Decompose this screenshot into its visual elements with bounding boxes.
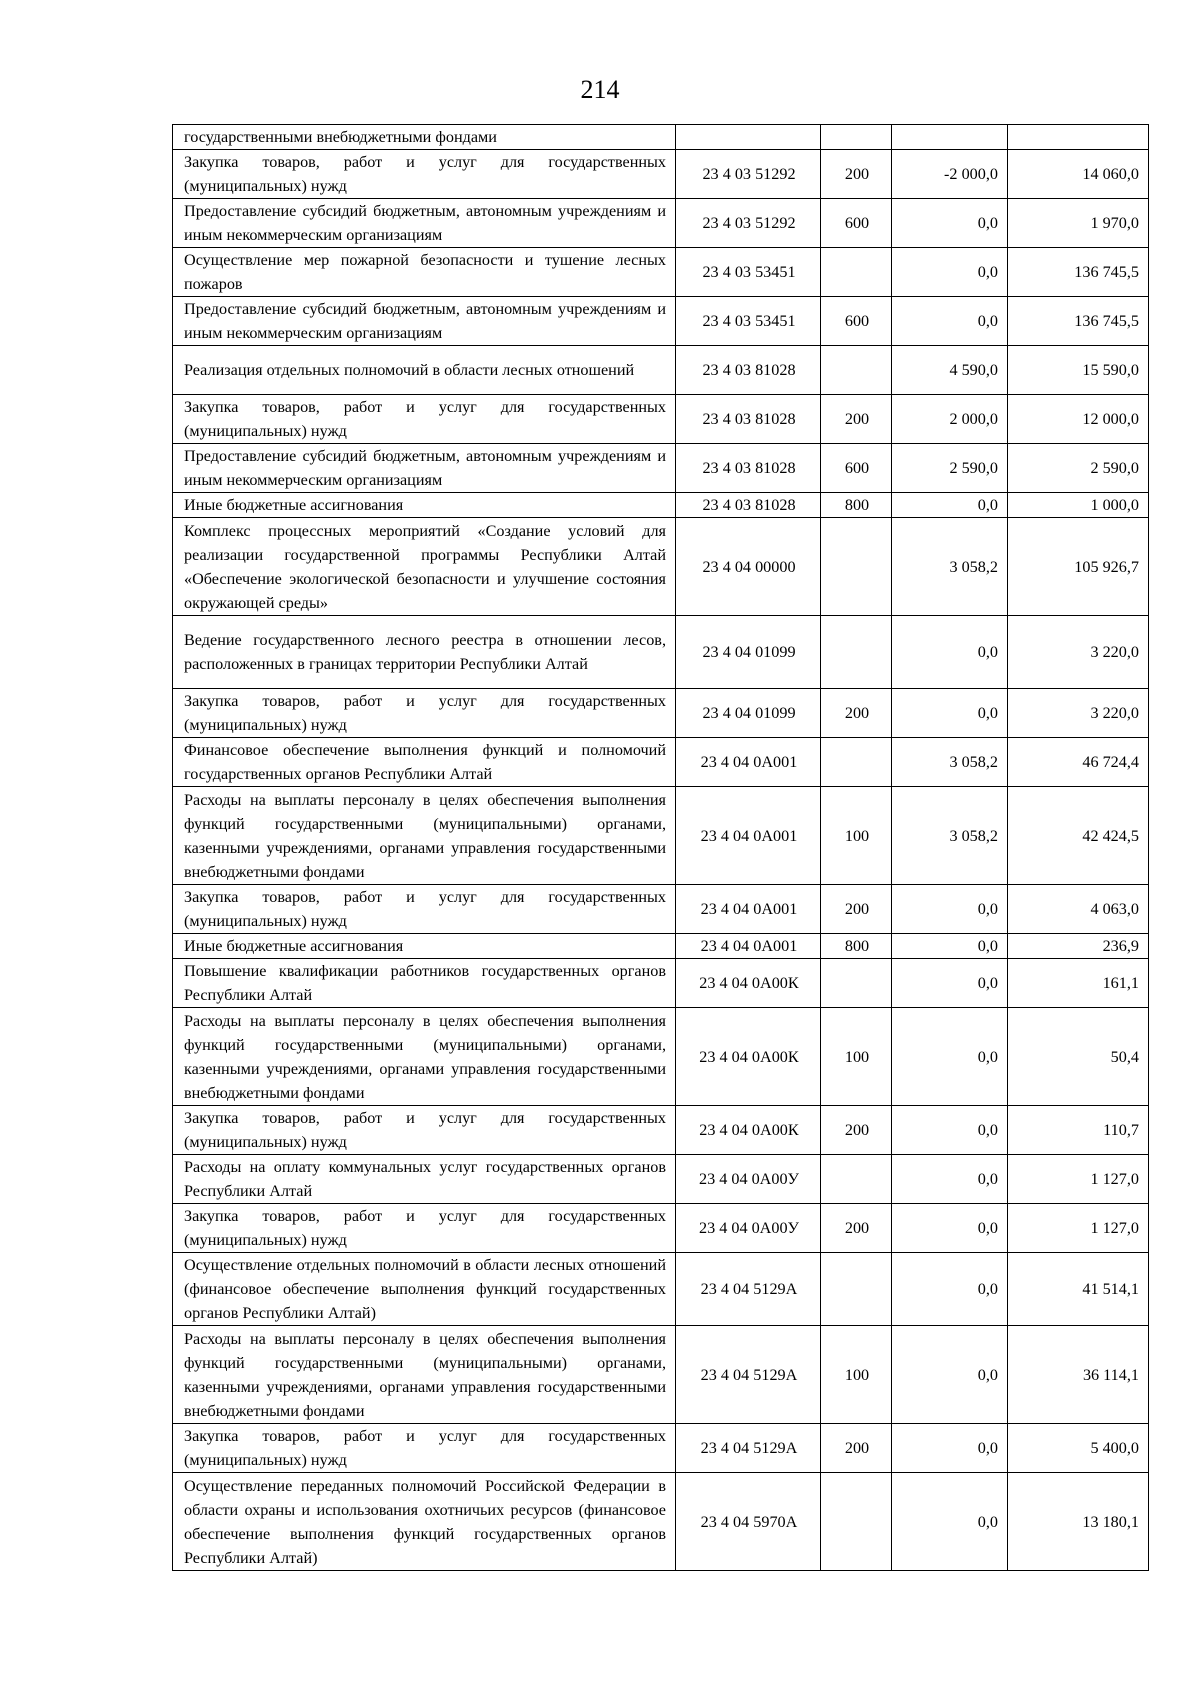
row-name-cell: Расходы на выплаты персоналу в целях обеспечения выполнения функций государственными (муниципальными) органами, казенными учреждениями, органами управления государственными внебюджетными фондами (173, 1008, 676, 1106)
row-name-cell: Закупка товаров, работ и услуг для государственных (муниципальных) нужд (173, 689, 676, 738)
row-total-amount-cell: 14 060,0 (1008, 150, 1149, 199)
row-name-cell: Расходы на оплату коммунальных услуг государственных органов Республики Алтай (173, 1155, 676, 1204)
row-name-cell: Закупка товаров, работ и услуг для государственных (муниципальных) нужд (173, 885, 676, 934)
row-code-cell: 23 4 03 51292 (676, 199, 821, 248)
row-code-cell: 23 4 04 5129А (676, 1424, 821, 1473)
row-expense-type-cell (821, 738, 892, 787)
row-change-amount-cell: 0,0 (892, 1473, 1008, 1571)
row-code-cell: 23 4 04 5970А (676, 1473, 821, 1571)
table-row (173, 1008, 1149, 1106)
row-expense-type-cell (821, 959, 892, 1008)
row-total-amount-cell: 36 114,1 (1008, 1326, 1149, 1424)
table-row (173, 959, 1149, 1008)
row-total-amount-cell: 15 590,0 (1008, 346, 1149, 395)
row-expense-type-cell: 600 (821, 444, 892, 493)
row-total-amount-cell: 136 745,5 (1008, 248, 1149, 297)
row-name-cell: Предоставление субсидий бюджетным, автономным учреждениям и иным некоммерческим организациям (173, 444, 676, 493)
row-change-amount-cell: 0,0 (892, 1155, 1008, 1204)
row-change-amount-cell: 0,0 (892, 199, 1008, 248)
row-expense-type-cell: 100 (821, 1008, 892, 1106)
row-change-amount-cell: 2 000,0 (892, 395, 1008, 444)
row-code-cell: 23 4 03 81028 (676, 493, 821, 518)
row-total-amount-cell: 1 000,0 (1008, 493, 1149, 518)
row-change-amount-cell: 0,0 (892, 616, 1008, 689)
row-name-cell: Закупка товаров, работ и услуг для государственных (муниципальных) нужд (173, 1424, 676, 1473)
row-change-amount-cell: 3 058,2 (892, 787, 1008, 885)
table-row (173, 689, 1149, 738)
row-total-amount-cell: 2 590,0 (1008, 444, 1149, 493)
row-name-cell: Комплекс процессных мероприятий «Создание условий для реализации государственной программы Республики Алтай «Обеспечение экологической безопасности и улучшение состояния окружающей среды» (173, 518, 676, 616)
row-code-cell: 23 4 04 0А00У (676, 1155, 821, 1204)
table-row (173, 248, 1149, 297)
row-change-amount-cell (892, 125, 1008, 150)
table-row (173, 297, 1149, 346)
table-row (173, 346, 1149, 395)
row-code-cell: 23 4 04 0А00У (676, 1204, 821, 1253)
row-total-amount-cell: 4 063,0 (1008, 885, 1149, 934)
row-total-amount-cell: 136 745,5 (1008, 297, 1149, 346)
table-row (173, 518, 1149, 616)
row-change-amount-cell: 3 058,2 (892, 738, 1008, 787)
row-expense-type-cell: 200 (821, 150, 892, 199)
row-change-amount-cell: 0,0 (892, 1326, 1008, 1424)
budget-table (172, 124, 1149, 1571)
row-code-cell: 23 4 04 5129А (676, 1326, 821, 1424)
table-row (173, 125, 1149, 150)
table-row (173, 1253, 1149, 1326)
row-expense-type-cell (821, 616, 892, 689)
table-row (173, 1424, 1149, 1473)
table-row (173, 616, 1149, 689)
row-code-cell: 23 4 04 0А001 (676, 738, 821, 787)
table-row (173, 738, 1149, 787)
row-code-cell: 23 4 04 00000 (676, 518, 821, 616)
row-change-amount-cell: 2 590,0 (892, 444, 1008, 493)
row-name-cell: Закупка товаров, работ и услуг для государственных (муниципальных) нужд (173, 1204, 676, 1253)
row-total-amount-cell: 50,4 (1008, 1008, 1149, 1106)
table-row (173, 787, 1149, 885)
row-change-amount-cell: -2 000,0 (892, 150, 1008, 199)
row-total-amount-cell: 3 220,0 (1008, 689, 1149, 738)
row-name-cell: Осуществление мер пожарной безопасности и тушение лесных пожаров (173, 248, 676, 297)
row-name-cell: Закупка товаров, работ и услуг для государственных (муниципальных) нужд (173, 1106, 676, 1155)
row-change-amount-cell: 3 058,2 (892, 518, 1008, 616)
row-expense-type-cell: 600 (821, 297, 892, 346)
table-row (173, 444, 1149, 493)
row-name-cell: Повышение квалификации работников государственных органов Республики Алтай (173, 959, 676, 1008)
row-change-amount-cell: 0,0 (892, 1008, 1008, 1106)
row-total-amount-cell: 105 926,7 (1008, 518, 1149, 616)
row-expense-type-cell: 100 (821, 1326, 892, 1424)
row-code-cell: 23 4 04 01099 (676, 689, 821, 738)
row-expense-type-cell: 200 (821, 1204, 892, 1253)
table-row (173, 1155, 1149, 1204)
row-name-cell: Предоставление субсидий бюджетным, автономным учреждениям и иным некоммерческим организациям (173, 297, 676, 346)
row-total-amount-cell (1008, 125, 1149, 150)
row-total-amount-cell: 41 514,1 (1008, 1253, 1149, 1326)
row-change-amount-cell: 0,0 (892, 297, 1008, 346)
row-total-amount-cell: 236,9 (1008, 934, 1149, 959)
row-total-amount-cell: 1 127,0 (1008, 1155, 1149, 1204)
row-expense-type-cell: 200 (821, 689, 892, 738)
row-name-cell: Осуществление переданных полномочий Российской Федерации в области охраны и использования охотничьих ресурсов (финансовое обеспечение выполнения функций государственных органов Республики Алтай) (173, 1473, 676, 1571)
table-row (173, 885, 1149, 934)
row-name-cell: Расходы на выплаты персоналу в целях обеспечения выполнения функций государственными (муниципальными) органами, казенными учреждениями, органами управления государственными внебюджетными фондами (173, 787, 676, 885)
row-expense-type-cell (821, 1155, 892, 1204)
row-name-cell: Закупка товаров, работ и услуг для государственных (муниципальных) нужд (173, 150, 676, 199)
row-expense-type-cell: 800 (821, 493, 892, 518)
row-expense-type-cell (821, 248, 892, 297)
row-expense-type-cell: 200 (821, 1424, 892, 1473)
row-name-cell: государственными внебюджетными фондами (173, 125, 676, 150)
row-code-cell: 23 4 04 0А00К (676, 1008, 821, 1106)
row-expense-type-cell: 200 (821, 395, 892, 444)
row-code-cell: 23 4 04 0А00К (676, 1106, 821, 1155)
row-total-amount-cell: 12 000,0 (1008, 395, 1149, 444)
table-row (173, 1326, 1149, 1424)
row-change-amount-cell: 0,0 (892, 1106, 1008, 1155)
row-expense-type-cell (821, 518, 892, 616)
table-row (173, 395, 1149, 444)
row-code-cell: 23 4 04 0А001 (676, 787, 821, 885)
row-total-amount-cell: 3 220,0 (1008, 616, 1149, 689)
page-number: 214 (580, 75, 620, 104)
table-row (173, 150, 1149, 199)
row-change-amount-cell: 0,0 (892, 1424, 1008, 1473)
row-total-amount-cell: 161,1 (1008, 959, 1149, 1008)
row-expense-type-cell (821, 125, 892, 150)
row-code-cell: 23 4 04 5129А (676, 1253, 821, 1326)
row-code-cell (676, 125, 821, 150)
row-expense-type-cell (821, 346, 892, 395)
row-code-cell: 23 4 04 0А00К (676, 959, 821, 1008)
row-expense-type-cell: 600 (821, 199, 892, 248)
row-expense-type-cell: 200 (821, 885, 892, 934)
row-name-cell: Реализация отдельных полномочий в области лесных отношений (173, 346, 676, 395)
row-expense-type-cell: 200 (821, 1106, 892, 1155)
row-code-cell: 23 4 03 81028 (676, 395, 821, 444)
table-row (173, 199, 1149, 248)
row-name-cell: Иные бюджетные ассигнования (173, 493, 676, 518)
row-change-amount-cell: 4 590,0 (892, 346, 1008, 395)
row-total-amount-cell: 46 724,4 (1008, 738, 1149, 787)
row-code-cell: 23 4 03 81028 (676, 444, 821, 493)
row-expense-type-cell (821, 1473, 892, 1571)
row-change-amount-cell: 0,0 (892, 689, 1008, 738)
table-row (173, 493, 1149, 518)
row-name-cell: Предоставление субсидий бюджетным, автономным учреждениям и иным некоммерческим организациям (173, 199, 676, 248)
row-code-cell: 23 4 04 0А001 (676, 885, 821, 934)
row-change-amount-cell: 0,0 (892, 934, 1008, 959)
row-change-amount-cell: 0,0 (892, 493, 1008, 518)
row-expense-type-cell (821, 1253, 892, 1326)
row-total-amount-cell: 1 127,0 (1008, 1204, 1149, 1253)
row-code-cell: 23 4 03 81028 (676, 346, 821, 395)
row-total-amount-cell: 110,7 (1008, 1106, 1149, 1155)
row-name-cell: Финансовое обеспечение выполнения функций и полномочий государственных органов Республики Алтай (173, 738, 676, 787)
row-change-amount-cell: 0,0 (892, 959, 1008, 1008)
row-code-cell: 23 4 04 01099 (676, 616, 821, 689)
row-name-cell: Осуществление отдельных полномочий в области лесных отношений (финансовое обеспечение выполнения функций государственных органов Республики Алтай) (173, 1253, 676, 1326)
table-row (173, 934, 1149, 959)
row-total-amount-cell: 42 424,5 (1008, 787, 1149, 885)
row-total-amount-cell: 13 180,1 (1008, 1473, 1149, 1571)
row-name-cell: Закупка товаров, работ и услуг для государственных (муниципальных) нужд (173, 395, 676, 444)
row-change-amount-cell: 0,0 (892, 885, 1008, 934)
row-expense-type-cell: 100 (821, 787, 892, 885)
budget-table-body (173, 125, 1149, 1571)
row-change-amount-cell: 0,0 (892, 1204, 1008, 1253)
table-row (173, 1106, 1149, 1155)
row-code-cell: 23 4 03 53451 (676, 297, 821, 346)
row-change-amount-cell: 0,0 (892, 248, 1008, 297)
table-row (173, 1204, 1149, 1253)
row-expense-type-cell: 800 (821, 934, 892, 959)
row-code-cell: 23 4 03 53451 (676, 248, 821, 297)
row-name-cell: Расходы на выплаты персоналу в целях обеспечения выполнения функций государственными (муниципальными) органами, казенными учреждениями, органами управления государственными внебюджетными фондами (173, 1326, 676, 1424)
row-code-cell: 23 4 04 0А001 (676, 934, 821, 959)
table-row (173, 1473, 1149, 1571)
row-name-cell: Иные бюджетные ассигнования (173, 934, 676, 959)
row-total-amount-cell: 1 970,0 (1008, 199, 1149, 248)
row-name-cell: Ведение государственного лесного реестра в отношении лесов, расположенных в границах территории Республики Алтай (173, 616, 676, 689)
row-total-amount-cell: 5 400,0 (1008, 1424, 1149, 1473)
row-code-cell: 23 4 03 51292 (676, 150, 821, 199)
row-change-amount-cell: 0,0 (892, 1253, 1008, 1326)
